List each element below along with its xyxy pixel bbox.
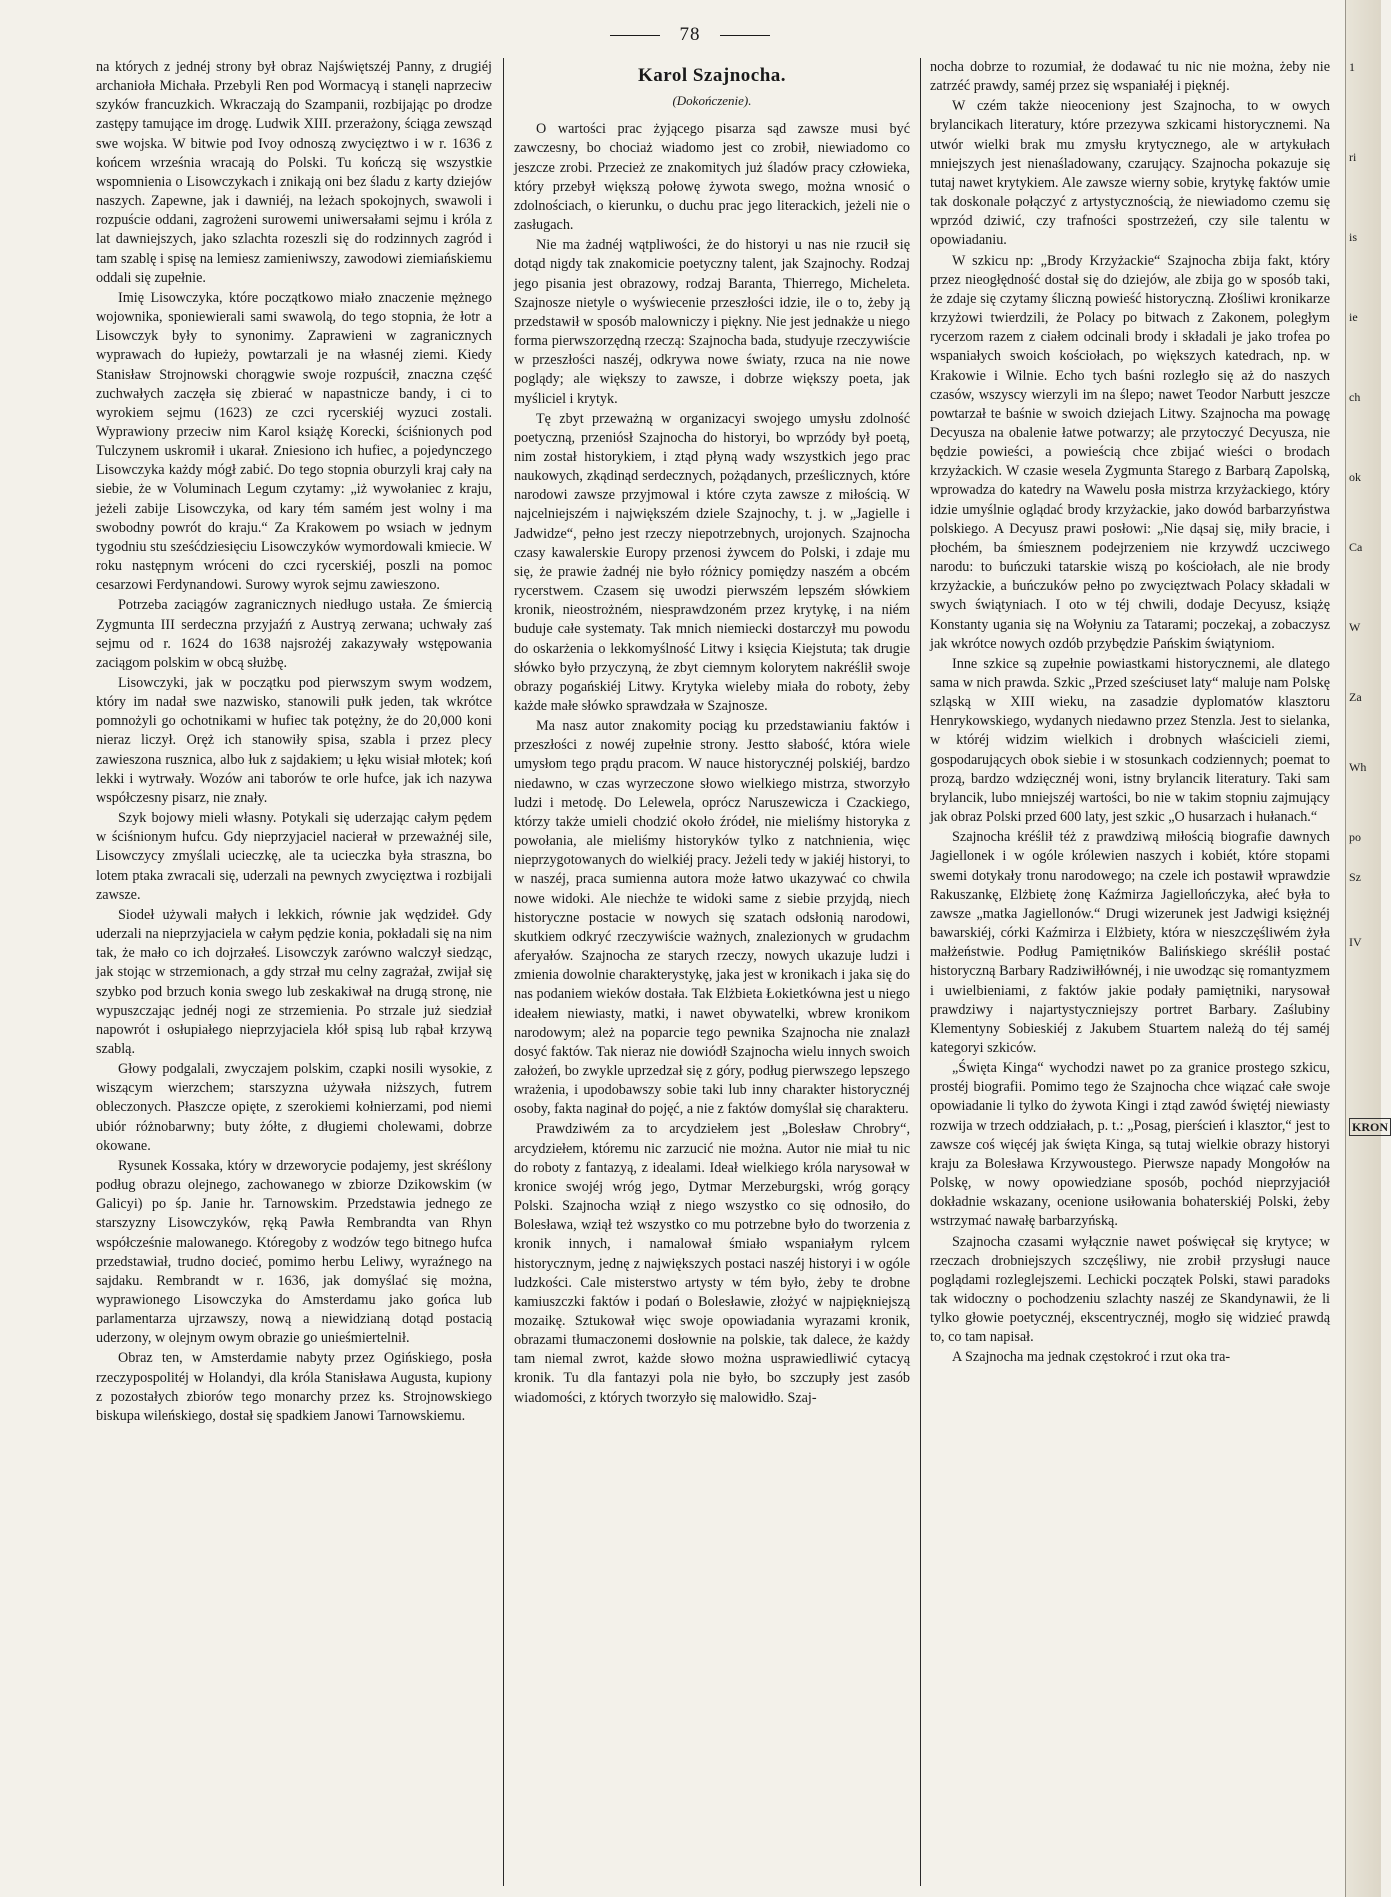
edge-fragment: IV xyxy=(1349,935,1362,949)
edge-fragment: is xyxy=(1349,230,1358,244)
paragraph: O wartości prac żyjącego pisarza sąd zawsze musi być zawczesny, bo chociaż wiadomo jest co zrobił, niewiadomo co jeszcze zrobi. Przecież ze znakomitych już śladów pracy człowieka, który przebył większą połowę żywota swego, można wnosić o zdolnościach, o kierunku, o duchu prac jego literackich, jeżeli nie o zasługach. xyxy=(514,121,910,234)
paragraph: nocha dobrze to rozumiał, że dodawać tu nic nie można, żeby nie zatrzéć prawdy, saméj przez się wspaniałéj i pięknéj. xyxy=(930,59,1330,95)
page-number-dash-left xyxy=(610,35,660,36)
edge-fragment: Ca xyxy=(1349,540,1363,554)
edge-fragment: W xyxy=(1349,620,1361,634)
paragraph: W czém także nieoceniony jest Szajnocha, to w owych brylancikach literatury, które przezywa szkicami historycznemi. Na utwór wielki brak mu zmysłu krytycznego, ale w artykułach mniejszych jest nienaśladowany, czarujący. Szajnocha pokazuje się tutaj nawet krytykiem. Ale zawsze wierny sobie, krytykę faktów umie tak doskonale połączyć z artystycznością, że niewiadomo czemu się wprzód dziwić, czy trafności spostrzeżeń, czy sile talentu w opowiadaniu. xyxy=(930,98,1330,249)
paragraph: Szajnocha czasami wyłącznie nawet poświęcał się krytyce; w rzeczach drobniejszych szczęśliwy, nie zrobił przysługi nauce poglądami rozleglejszemi. Lechicki początek Polski, stawi paradoks tak widoczny o pochodzeniu szlachty naszéj ze Skandynawii, że li tylko głowie poetycznéj, ekscentrycznéj, mogło się widzieć prawdą to, co tam napisał. xyxy=(930,1233,1330,1346)
paragraph: Prawdziwém za to arcydziełem jest „Bolesław Chrobry“, arcydziełem, któremu nic zarzucić nie można. Autor nie miał tu nic do roboty z fantazyą, z idealami. Ideał wielkiego króla narysował w kronice swojéj wróg jego, Dytmar Merzeburgski, wróg gorący Polski. Szajnocha wziął z niego wszystko co się odnosiło, do Bolesława, wziął też wszystko co mu potrzebne było do tworzenia z kronik innych, i namalował śmiało wspaniałym rylcem historycznym, jednę z największych postaci naszéj historyi i w ogóle ludzkości. Cale misterstwo artysty w tém było, żeby te drobne kamiuszczki faktów i podań o Bolesławie, złożyć w najpiękniejszą mozaikę. Sztukował więc swoje opowiadania wyrazami kronik, obrazami tłumaczonemi dosłownie na polskie, tak dalece, że każdy tam niemal zwrot, każde słowo można usprawiedliwić cytacyą kronik. Tu dla fantazyi pola nie było, bo szczupły jest zasób wiadomości, z których tworzyło się malowidło. Szaj- xyxy=(514,1121,910,1406)
paragraph: Obraz ten, w Amsterdamie nabyty przez Ogińskiego, posła rzeczypospolitéj w Holandyi, dla króla Stanisława Augusta, kupiony z pozostałych zbiorów tego monarchy przez ks. Strojnowskiego biskupa wileńskiego, dostał się spadkiem Janowi Tarnowskiemu. xyxy=(96,1350,492,1424)
column-left xyxy=(96,58,492,1886)
page-number xyxy=(0,24,1380,46)
paragraph: Lisowczyki, jak w początku pod pierwszym swym wodzem, który im nadał swe nazwisko, stanowili pułk jeden, tak wkrótce pomnożyli go ochotnikami w hufiec tak potężny, że do 20,000 koni nieraz liczył. Oręż ich stanowiły spisa, szabla i przez plecy zawieszona rusznica, albo łuk z sajdakiem; u łęku wisiał młotek; koń lekki i wytrwały. Wozów ani taborów te orle hufce, jak ich nazywa współczesny pisarz, nie znały. xyxy=(96,675,492,806)
paragraph: „Święta Kinga“ wychodzi nawet po za granice prostego szkicu, prostéj biografii. Pomimo tego że Szajnocha chce wiązać całe swoje opowiadanie li tylko do żywota Kingi i ztąd zawód świętéj niewiasty rozwija w trzech oddziałach, p. t.: „Posag, pierścień i klasztor,“ jest to zawsze coś więcéj jak święta Kinga, są tutaj wielkie obrazy historyi kraju za Bolesława Krzywoustego. Pierwsze napady Mongołów na Polskę, w nowy opowiedziane sposób, pochód nieprzyjaciół dokładnie wskazany, ocenione usiłowania bohaterskiéj Polski, żeby wstrzymać nawałę barbarzyńską. xyxy=(930,1060,1330,1230)
edge-fragment: Wh xyxy=(1349,760,1367,774)
paragraph: Inne szkice są zupełnie powiastkami historycznemi, ale dlatego sama w nich prawda. Szkic „Przed sześciuset laty“ maluje nam Polskę szląską w XIII wieku, na zasadzie dyplomatów klasztoru Henrykowskiego, wydanych niedawno przez Stenzla. Jest to sielanka, w któréj widzim wielkich i drobnych właścicieli ziemi, gospodarujących obok siebie i w stosunkach codziennych; poemat to prozą, bardzo wdzięcznéj woni, istny brylancik literatury. Taki sam brylancik, lubo mniejszéj wartości, bo nie w takim stopniu zajmujący jak obraz Polski przed 600 laty, jest szkic „O husarzach i hułanach.“ xyxy=(930,655,1330,826)
paragraph: A Szajnocha ma jednak częstokroć i rzut oka tra- xyxy=(952,1349,1231,1366)
paragraph: Rysunek Kossaka, który w drzeworycie podajemy, jest skréślony podług obrazu olejnego, zachowanego w zbiorze Dzikowskim (w Galicyi) po śp. Janie hr. Tarnowskim. Przedstawia jednego ze starszyzny Lisowczyków, ręką Pawła Rembrandta van Rhyn współcześnie malowanego. Któregoby z wodzów tego bitnego hufca przedstawiał, trudno docieć, pomimo herbu Leliwy, wyraźnego na sajdaku. Rembrandt w r. 1636, jak domyślać się można, wyprawionego Lisowczyka do Amsterdamu jako gońca lub parlamentarza ujrzawszy, nową a niewidzianą dotąd postacią uderzony, w olejnym owym obrazie go unieśmiertelnił. xyxy=(96,1157,492,1347)
paragraph: W szkicu np: „Brody Krzyżackie“ Szajnocha zbija fakt, który przez nieogłędność dostał się do dziejów, ale zbija go w sposób taki, że zdaje się czytamy śliczną powieść historyczną. Złośliwi kronikarze krzyżowi twierdzili, że Polacy po bitwach z Zakonem, poległym rycerzom razem z ciałem odcinali brody i składali je jako trofea po wspaniałych swoich kościołach, po większych katedrach, np. w Krakowie i Wilnie. Echo tych baśni rozległo się aż do naszych czasów, wszyscy wierzyli im na ślepo; nawet Teodor Narbutt jeszcze powtarzał te baśnie w swoich dziejach Litwy. Szajnocha ma powagę Decyusza na obalenie łatwe potwarzy; ale przytoczyć Decyusza, nie będzie powieści, a powieścią chce zbijać wieści o brodach krzyżackich. W czasie wesela Zygmunta Starego z Barbarą Zapolską, wprowadza do katedry na Wawelu posła mistrza krzyżackiego, który idzie umyślnie oglądać brody krzyżackie, jako dowód barbarzyństwa polskiego. A Decyusz prawi posłowi: „Nie dąsaj się, miły bracie, i płochém, ba śmiesznem podejrzeniem nie krzywdź uczciwego narodu: to buńczuki tatarskie wiszą po kościołach, ale nie brody krzyżackie, a buńczuków pełno po zwycięztwach Polacy składali w swych świątyniach. I oto w téj chwili, dodaje Decyusz, książę Konstanty ugania się na Wołyniu za Tatarami; poczekaj, a zobaczysz jak wkrótce nowych ozdób przybędzie Pańskim świątyniom. xyxy=(930,252,1330,652)
column-middle xyxy=(514,58,910,1886)
edge-fragment: ri xyxy=(1349,150,1357,164)
edge-fragment-boxed: KRON xyxy=(1349,1118,1391,1136)
paragraph: na których z jednéj strony był obraz Najświętszéj Panny, z drugiéj archanioła Michała. Przebyli Ren pod Wormacyą i stanęli naprzeciw szyków francuzkich. Wkraczają do Szampanii, rozbijając po drodze zastępy tamujące im drogę. Ludwik XIII. przerażony, ściąga zewsząd swe wojska. W bitwie pod Ivoy odnoszą zwycięztwo i w r. 1636 z końcem września wracają do Polski. Tu kończą się wszystkie wspomnienia o Lisowczykach i znikają oni bez śladu z karty dziejów naszych. Zapewne, jak i dawniéj, na leżach spokojnych, swawoli i rozpuście oddani, zagrożeni surowemi uniwersałami sejmu i króla z lat dawniejszych, jako szlachta rozeszli się do rodzinnych zagród i tam szablę i spisę na lemiesz zamieniwszy, zawodowi ziemiańskiemu oddali się zupełnie. xyxy=(96,59,492,286)
edge-fragment: 1 xyxy=(1349,60,1355,74)
page-number-value: 78 xyxy=(679,24,701,45)
paragraph: Głowy podgalali, zwyczajem polskim, czapki nosili wysokie, z wiszącym wierzchem; starszyzna używała niższych, futrem obleczonych. Płaszcze opięte, z szerokiemi kołnierzami, pod niemi ubiór różnobarwny; buty żółte, z długiemi cholewami, dobrze okowane. xyxy=(96,1061,492,1154)
edge-fragment: Za xyxy=(1349,690,1362,704)
article-title: Karol Szajnocha. xyxy=(637,65,787,86)
edge-fragment: Sz xyxy=(1349,870,1361,884)
article-subtitle: (Dokończenie). xyxy=(672,93,752,109)
paragraph: Siodeł używali małych i lekkich, równie jak wędzideł. Gdy uderzali na nieprzyjaciela w całym pędzie konia, pokładali się na nim tak, że mało co ich dojrzałeś. Lisowczyk zarówno walczył siedząc, jak stojąc w strzemionach, a gdy strzał mu celny zagrażał, zwijał się szybko pod brzuch konia swego lub zeskakiwał na drugą stronę, nie wypuszczając jednéj nogi ze strzemienia. Po strzale już siedział napowrót i osłupiałego nieprzyjaciela kłół spisą lub rąbał krzywą szablą. xyxy=(96,906,492,1057)
edge-fragment: po xyxy=(1349,830,1361,844)
paragraph: Potrzeba zaciągów zagranicznych niedługo ustała. Ze śmiercią Zygmunta III serdeczna przyjaźń z Austryą zerwana; uchwały zaś sejmu od r. 1624 do 1638 najsrożéj zakazywały wstępowania zaciągom polskim w obcą służbę. xyxy=(96,597,492,671)
paragraph: Tę zbyt przeważną w organizacyi swojego umysłu zdolność poetyczną, przeniósł Szajnocha do historyi, bo wprzódy był poetą, nim został historykiem, i ztąd płyną wady wszystkich jego prac naukowych, zkądinąd serdecznych, pożądanych, prześlicznych, które narodowi zawsze przyjmowal i które czyta zawsze z miłością. W najcelniejszém i największém dziele Szajnochy, t. j. w „Jagielle i Jadwidze“, pełno jest rzeczy niepotrzebnych, urojonych. Szajnocha czasy kawalerskie Europy przenosi żywcem do Polski, i zdaje mu się, że prawie żadnéj nie było różnicy pomiędzy naszém a obcém rycerstwem. Czasem się uwodzi pierwszém lepszém słówkiem kronik, nieostrożném, niesprawdzoném przez krytykę, i na niém buduje całe systematy. Tak mnich niemiecki dostarczył mu powodu do oskarżenia o lekkomyślność Litwy i księcia Kiejstuta; tak drugie słówko było przyczyną, że zbyt ciemnym kolorytem nakréślił swoje obrazy pogańskiéj Litwy. Krytyka wieleby miała do roboty, żeby każde małe słówko sprawdzała w Szajnosze. xyxy=(514,410,910,714)
column-right xyxy=(930,58,1330,1886)
edge-fragment: ch xyxy=(1349,390,1361,404)
column-rule xyxy=(503,58,504,1886)
page-number-dash-right xyxy=(720,35,770,36)
paragraph: Nie ma żadnéj wątpliwości, że do historyi u nas nie rzucił się dotąd nigdy tak znakomicie poetyczny talent, jak Szajnochy. Rodzaj jego pisania jest obrazowy, rodzaj Baranta, Thierrego, Micheleta. Szajnosze nietyle o wyświecenie przeszłości idzie, ile o to, żeby ją przedstawił w sposób malowniczy i piękny. Nie jest jednakże u niego forma pierwszorzędną rzeczą: Szajnocha bada, studyuje rzeczywiście w przeszłości naszéj, odkrywa nowe światy, rzuca na nie nowe poglądy; ale większy to zawsze, i dobrze większy poeta, jak myśliciel i krytyk. xyxy=(514,237,910,407)
paragraph: Szyk bojowy mieli własny. Potykali się uderzając całym pędem w ściśnionym hufcu. Gdy nieprzyjaciel nacierał w przeważnéj sile, Lisowczycy zmyślali ucieczkę, ale ta ucieczka była straszna, bo lotem ptaka zwracali się, uderzali na pewnych zwycięztwa i rozbijali zawsze. xyxy=(96,810,492,903)
adjacent-page-edge xyxy=(1345,0,1388,1897)
paragraph: Imię Lisowczyka, które początkowo miało znaczenie mężnego wojownika, sponiewierali sami swawolą, do tego stopnia, że łotr a Lisowczyk były to synonimy. Zaprawieni w zagranicznych wyprawach do łupieży, powtarzali je na własnéj ziemi. Kiedy Stanisław Strojnowski chorągwie swoje rozpuścił, znaczna część zuchwałych zaczęła się zbierać w napastnicze bandy, i ci to wyrokiem sejmu (1623) ze czci rycerskiéj wyzuci zostali. Wyprawiony przeciw nim Karol książę Korecki, ściśnionych pod Tulczynem uskromił i ukarał. Zniesiono ich hufiec, a pojedynczego Lisowczyka każdy mógł zabić. Do tego stopnia oburzyli kraj cały na siebie, że w Voluminach Legum czytamy: „iż wywołaniec z kraju, jeżeli zabije Lisowczyka, od kary tém samém jest wolny i ma swobodny powrót do kraju.“ Za Krakowem po wsiach w jednym tygodniu stu sześćdziesięciu Lisowczyków wymordowali kmiecie. W roku następnym wróceni do czci rycerskiéj, poszli na pomoc cesarzowi Ferdynandowi. Surowy wyrok sejmu zawieszono. xyxy=(96,289,492,594)
edge-fragment: ok xyxy=(1349,470,1361,484)
column-rule xyxy=(920,58,921,1886)
paragraph: Szajnocha kréślił téż z prawdziwą miłością biografie dawnych Jagiellonek i w ogóle królewien naszych i kobiét, które stopami swemi dotykały tronu narodowego; na czele ich postawił wprawdzie Rakuszankę, Elżbietę żonę Kaźmirza Jagiellończyka, ałeć była to zawsze „matka Jagiellonów.“ Drugi wizerunek jest Jadwigi księżnéj bawarskiéj, córki Kaźmirza i Elżbiety, która w nieszczęśliwém żyła małżeństwie. Podług Pamiętników Balińskiego skréślił postać historyczną Barbary Radziwiłłównéj, i nie uwodząc się romantyzmem i uwielbieniami, z faktów jakie podały pamiętniki, narysował prawdziwy i najartystyczniejszy portret Barbary. Zaślubiny Klementyny Sobieskiéj z Jakubem Stuartem należą do téj saméj kategoryi szkiców. xyxy=(930,829,1330,1056)
paragraph: Ma nasz autor znakomity pociąg ku przedstawianiu faktów i przeszłości z nowéj zupełnie strony. Jestto słabość, która wiele umysłom tego prądu pracom. W nauce historycznéj polskiéj, bardzo niedawno, w czas wyrzeczone słowo wielkiego mistrza, stworzyło ludzi i metodę. Do Lelewela, oprócz Naruszewicza i Czackiego, którzy także umieli chodzić około źródeł, nie mieliśmy historyka z powołania, ale mieliśmy historyków tylko z natchnienia, więc nieprzygotowanych do wielkiéj pracy. Jeżeli tedy w jakiéj historyi, to w naszéj, praca sumienna autora może łatwo ukazywać co chwila nowe widoki. Ale niechże te widoki same z siebie przyjdą, niech historyczne postacie w nowych się szatach odsłonią narodowi, skutkiem odkryć rzeczywiście ważnych, znalezionych w grudachm aferyałów. Szajnocha ze starych rzeczy, nowych ukazuje ludzi i zmienia dowolnie charakterystykę, jaka jest w kronikach i jaka się do nas podaniem wieków dostała. Tak Elżbieta Łokietkówna jest u niego ideałem niewiasty, matki, i nawet obywatelki, wbrew kronikom narodowym; ależ na poparcie tego pewnika Szajnocha nie znalazł dosyć faktów. Tak nieraz nie dowiódł Szajnocha wielu innych swoich założeń, bo zwykle uprzedzał się z góry, podług pierwszego lepszego wrażenia, i upodobawszy sobie taki lub inny charakter historycznéj osoby, fakta naginał do pojęć, a nie z faktów domyślał się charakteru. xyxy=(514,718,910,1118)
edge-fragment: ie xyxy=(1349,310,1358,324)
